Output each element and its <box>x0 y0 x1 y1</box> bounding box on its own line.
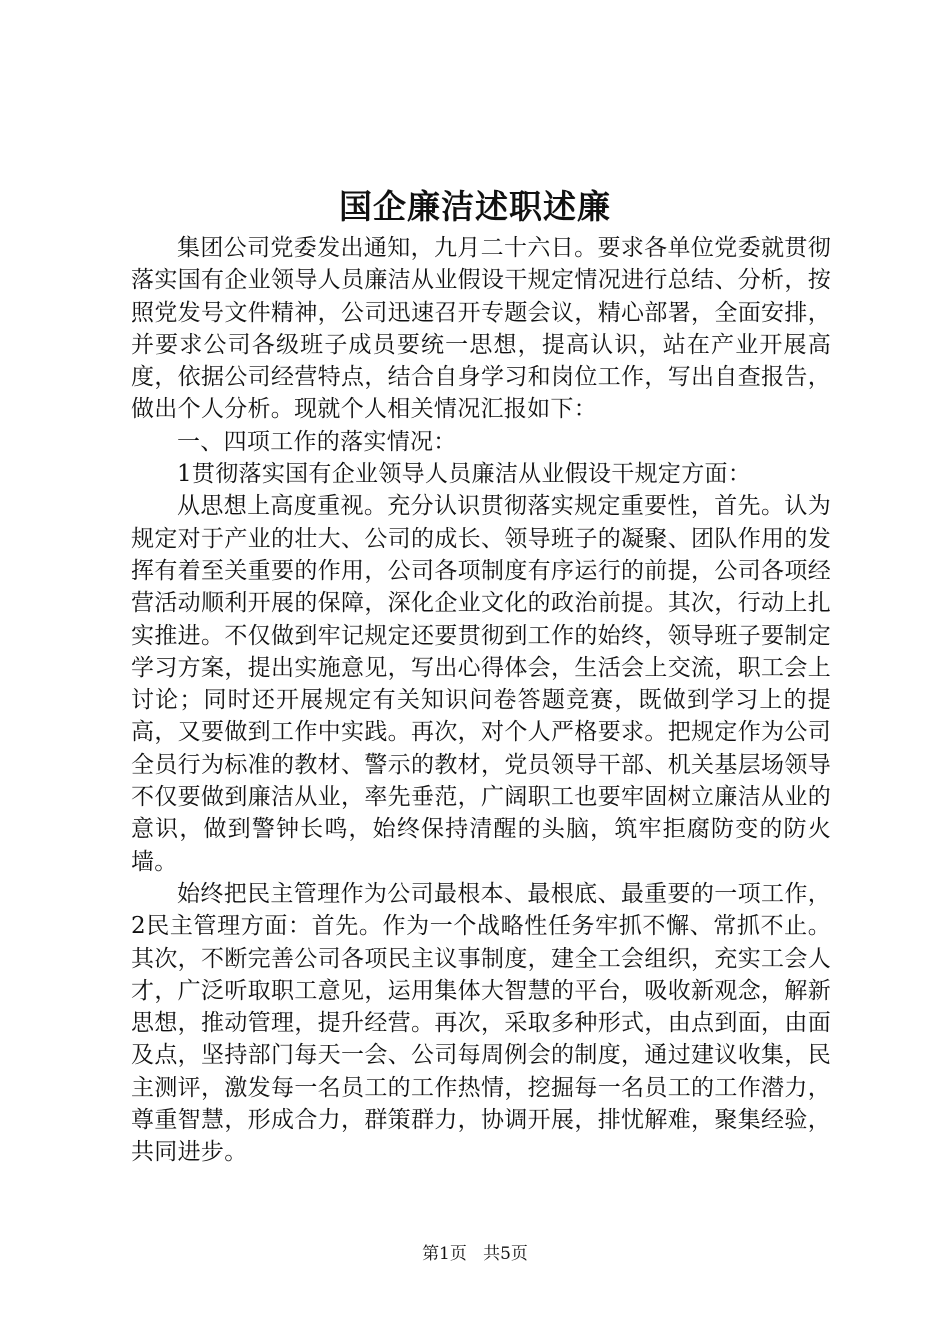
paragraph-subheading: 1贯彻落实国有企业领导人员廉洁从业假设干规定方面： <box>177 461 752 488</box>
document-body <box>131 232 831 1169</box>
paragraph-democratic-management: 始终把民主管理作为公司最根本、最根底、最重要的一项工作，2民主管理方面：首先。作为一个战略性任务牢抓不懈、常抓不止。其次，不断完善公司各项民主议事制度，建全工会组织，充实工会人才，广泛听取职工意见，运用集体大智慧的平台，吸收新观念，解新思想，推动管理，提升经营。再次，采取多种形式，由点到面，由面及点，坚持部门每天一会、公司每周例会的制度，通过建议收集，民主测评，激发每一名员工的工作热情，挖掘每一名员工的工作潜力，尊重智慧，形成合力，群策群力，协调开展，排忧解难，聚集经验，共同进步。 <box>131 880 831 1166</box>
paragraph-section-heading: 一、四项工作的落实情况： <box>177 428 457 455</box>
page-number: 第1页 <box>422 1244 467 1264</box>
page-total: 共5页 <box>483 1244 528 1264</box>
page-footer <box>0 1243 950 1265</box>
paragraph-regulations: 从思想上高度重视。充分认识贯彻落实规定重要性，首先。认为规定对于产业的壮大、公司的成长、领导班子的凝聚、团队作用的发挥有着至关重要的作用，公司各项制度有序运行的前提，公司各项经营活动顺利开展的保障，深化企业文化的政治前提。其次，行动上扎实推进。不仅做到牢记规定还要贯彻到工作的始终，领导班子要制定学习方案，提出实施意见，写出心得体会，生活会上交流，职工会上讨论；同时还开展规定有关知识问卷答题竞赛，既做到学习上的提高，又要做到工作中实践。再次，对个人严格要求。把规定作为公司全员行为标准的教材、警示的教材，党员领导干部、机关基层场领导不仅要做到廉洁从业，率先垂范，广阔职工也要牢固树立廉洁从业的意识，做到警钟长鸣，始终保持清醒的头脑，筑牢拒腐防变的防火墙。 <box>131 493 831 875</box>
document-title: 国企廉洁述职述廉 <box>339 187 611 226</box>
paragraph-intro: 集团公司党委发出通知，九月二十六日。要求各单位党委就贯彻落实国有企业领导人员廉洁从业假设干规定情况进行总结、分析，按照党发号文件精神，公司迅速召开专题会议，精心部署，全面安排，并要求公司各级班子成员要统一思想，提高认识，站在产业开展高度，依据公司经营特点，结合自身学习和岗位工作，写出自查报告，做出个人分析。现就个人相关情况汇报如下： <box>131 235 831 423</box>
